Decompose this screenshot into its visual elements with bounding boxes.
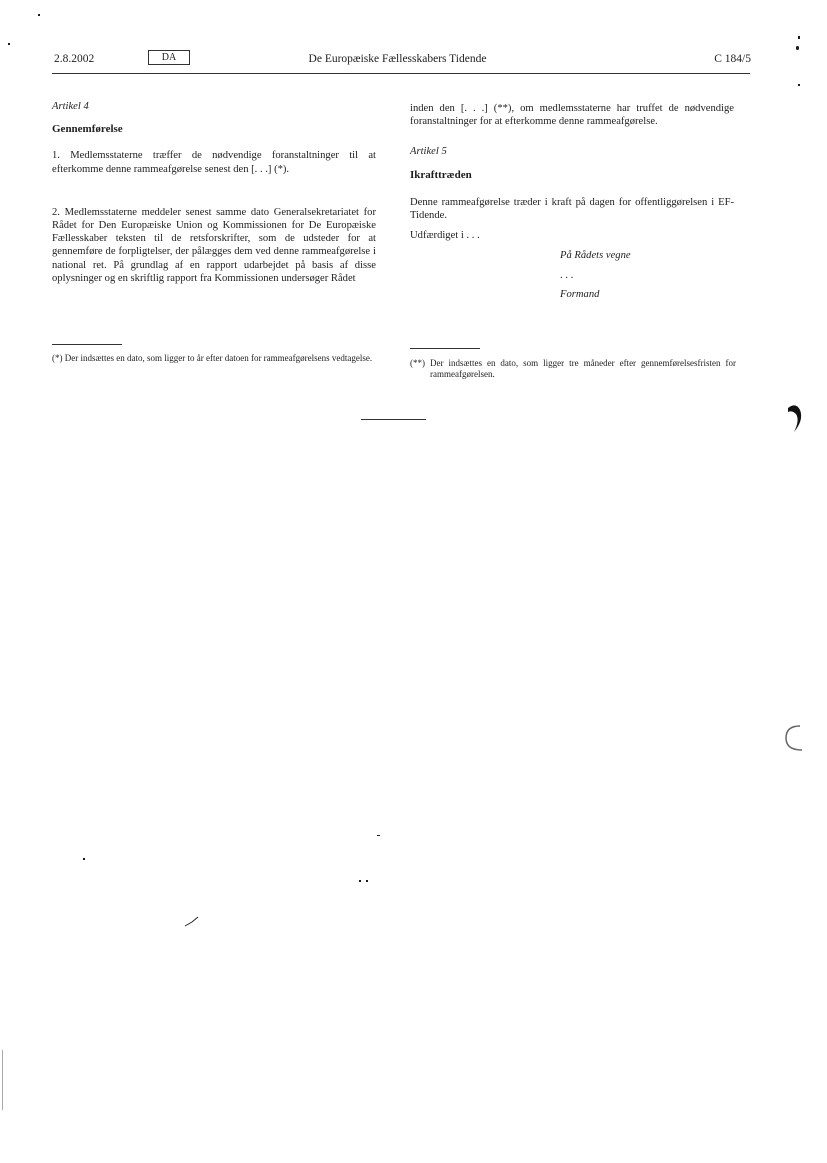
scan-speck — [796, 46, 799, 50]
left-footnote — [52, 353, 378, 364]
scan-speck — [38, 14, 40, 16]
article-5-title: Ikrafttræden — [410, 168, 472, 181]
article-5-paragraph: Denne rammeafgørelse træder i kraft på dagen for offentliggørelsen i EF-Tidende. — [410, 196, 734, 222]
header-date: 2.8.2002 — [54, 53, 95, 65]
right-footnote-rule — [410, 348, 480, 349]
article-5-number: Artikel 5 — [410, 146, 447, 158]
scan-scribble — [184, 914, 200, 928]
article-4-title: Gennemførelse — [52, 123, 123, 136]
left-column — [52, 100, 376, 285]
scan-speck — [377, 835, 380, 836]
end-of-text-rule — [361, 419, 426, 420]
right-footnote — [410, 358, 736, 380]
scan-edge-line — [2, 1050, 3, 1110]
signature-ellipsis: . . . — [560, 269, 574, 281]
article-4-paragraph-2: 2. Medlemsstaterne meddeler senest samme dato Generalsekretariatet for Rådet for Den Europæiske Union og Kommissionen for De Europæiske Fællesskaber teksten til de retsforskrifter, som de udsteder for at gennemføre de forpligtelser, der pålægges dem ved denne rammeafgørelse i national ret. På grundlag af en rapport udarbejdet på basis af disse oplysninger og en skriftlig rapport fra Kommissionen undersøger Rådet — [52, 206, 376, 284]
page-reference: C 184/5 — [714, 53, 751, 65]
binding-hole-mark — [786, 402, 806, 434]
scan-speck — [8, 43, 10, 45]
article-4-continuation: inden den [. . .] (**), om medlemsstaterne har truffet de nødvendige foranstaltninger for at efterkomme denne rammeafgørelse. — [410, 103, 734, 128]
for-council: På Rådets vegne — [560, 250, 631, 262]
language-code-box: DA — [148, 50, 190, 65]
scan-speck — [83, 858, 85, 860]
president-title: Formand — [560, 288, 600, 300]
done-at: Udfærdiget i . . . — [410, 230, 480, 242]
scan-speck — [366, 880, 368, 882]
footnote-double-star: (**) Der indsættes en dato, som ligger tre måneder efter gennemførelsesfristen for rammeafgørelsen. — [410, 358, 736, 379]
scan-speck — [798, 36, 800, 39]
footnote-star: (*) Der indsættes en dato, som ligger to år efter datoen for rammeafgørelsens vedtagelse. — [52, 353, 373, 363]
header-rule — [52, 73, 750, 74]
scan-speck — [798, 84, 800, 86]
journal-title: De Europæiske Fællesskabers Tidende — [308, 53, 487, 65]
right-column — [410, 102, 734, 301]
article-4-number: Artikel 4 — [52, 101, 89, 112]
article-4-paragraph-1: 1. Medlemsstaterne træffer de nødvendige foranstaltninger til at efterkomme denne rammeafgørelse senest den [. . .] (*). — [52, 150, 376, 175]
binding-hole-mark — [782, 722, 806, 754]
scan-speck — [359, 880, 361, 882]
left-footnote-rule — [52, 344, 122, 345]
